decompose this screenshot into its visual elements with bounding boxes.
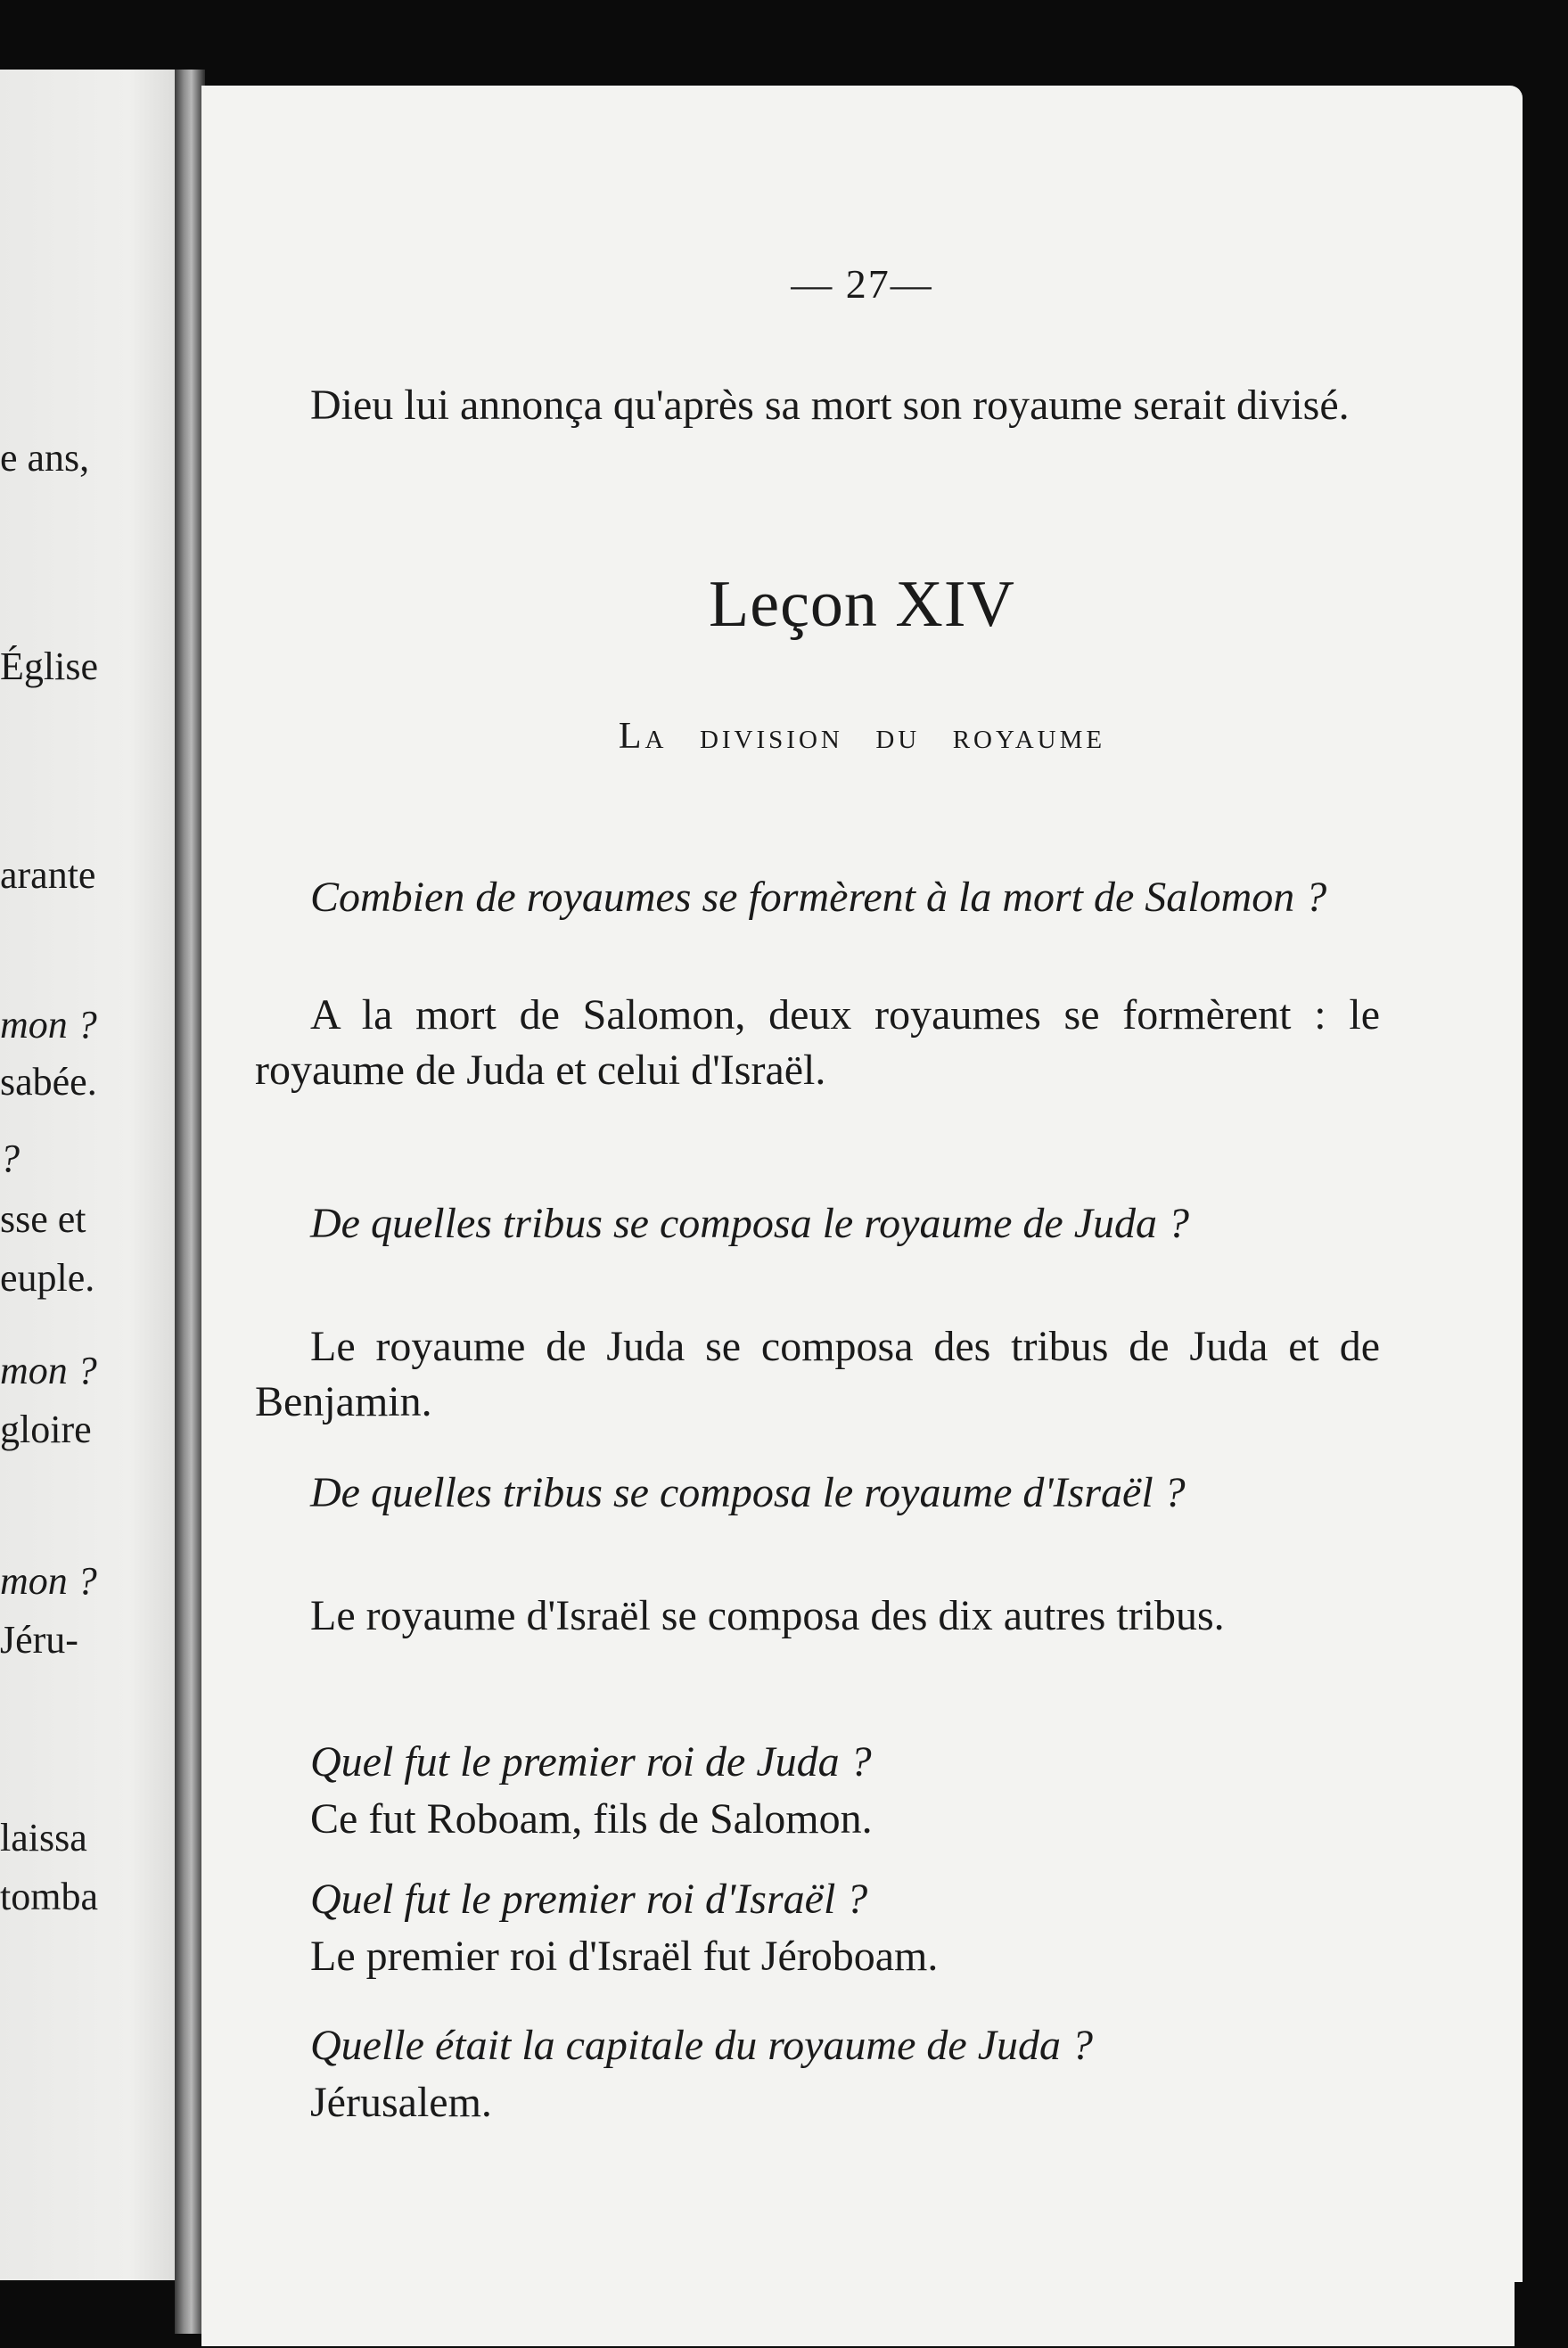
answer: Le royaume d'Israël se composa des dix autres tribus. [310,1592,1225,1639]
left-page-fragment: tomba [0,1875,98,1918]
book-gutter [175,70,205,2334]
left-page-fragment: e ans, [0,436,90,480]
page-number: — 27— [791,261,933,307]
answer: Le royaume de Juda se composa des tribus de Juda et de Benjamin. [255,1323,1380,1425]
question: De quelles tribus se composa le royaume d'Israël ? [310,1469,1186,1516]
left-page-fragment: Église [0,644,98,688]
left-page-fragment: laissa [0,1816,87,1860]
scan-edge-shadow [1515,2282,1568,2348]
left-page-fragment: sabée. [0,1060,97,1104]
answer: Le premier roi d'Israël fut Jéroboam. [310,1933,939,1980]
question: Combien de royaumes se formèrent à la mort de Salomon ? [310,874,1327,921]
left-page-fragment: sse et [0,1197,86,1241]
left-page-fragment: mon ? [0,1003,97,1047]
left-page-fragment: gloire [0,1408,92,1451]
question: Quel fut le premier roi d'Israël ? [310,1876,868,1923]
left-page-fragment: ? [0,1137,20,1180]
lesson-subtitle: La division du royaume [618,716,1106,757]
answer: Jérusalem. [310,2079,492,2126]
right-page [201,86,1523,2346]
answer: Ce fut Roboam, fils de Salomon. [310,1795,873,1843]
left-page-fragment: Jéru- [0,1618,78,1662]
answer: A la mort de Salomon, deux royaumes se formèrent : le royaume de Juda et celui d'Israël. [255,991,1380,1094]
left-page-fragment: mon ? [0,1349,97,1392]
question: De quelles tribus se composa le royaume de Juda ? [310,1200,1190,1247]
question: Quelle était la capitale du royaume de Juda ? [310,2022,1093,2069]
left-page-fragment: euple. [0,1256,95,1300]
left-page-fragment: mon ? [0,1559,97,1603]
intro-paragraph: Dieu lui annonça qu'après sa mort son royaume serait divisé. [310,382,1350,429]
left-facing-page [0,70,185,2280]
question: Quel fut le premier roi de Juda ? [310,1738,872,1786]
lesson-title: Leçon XIV [709,568,1015,641]
left-page-fragment: arante [0,853,96,897]
